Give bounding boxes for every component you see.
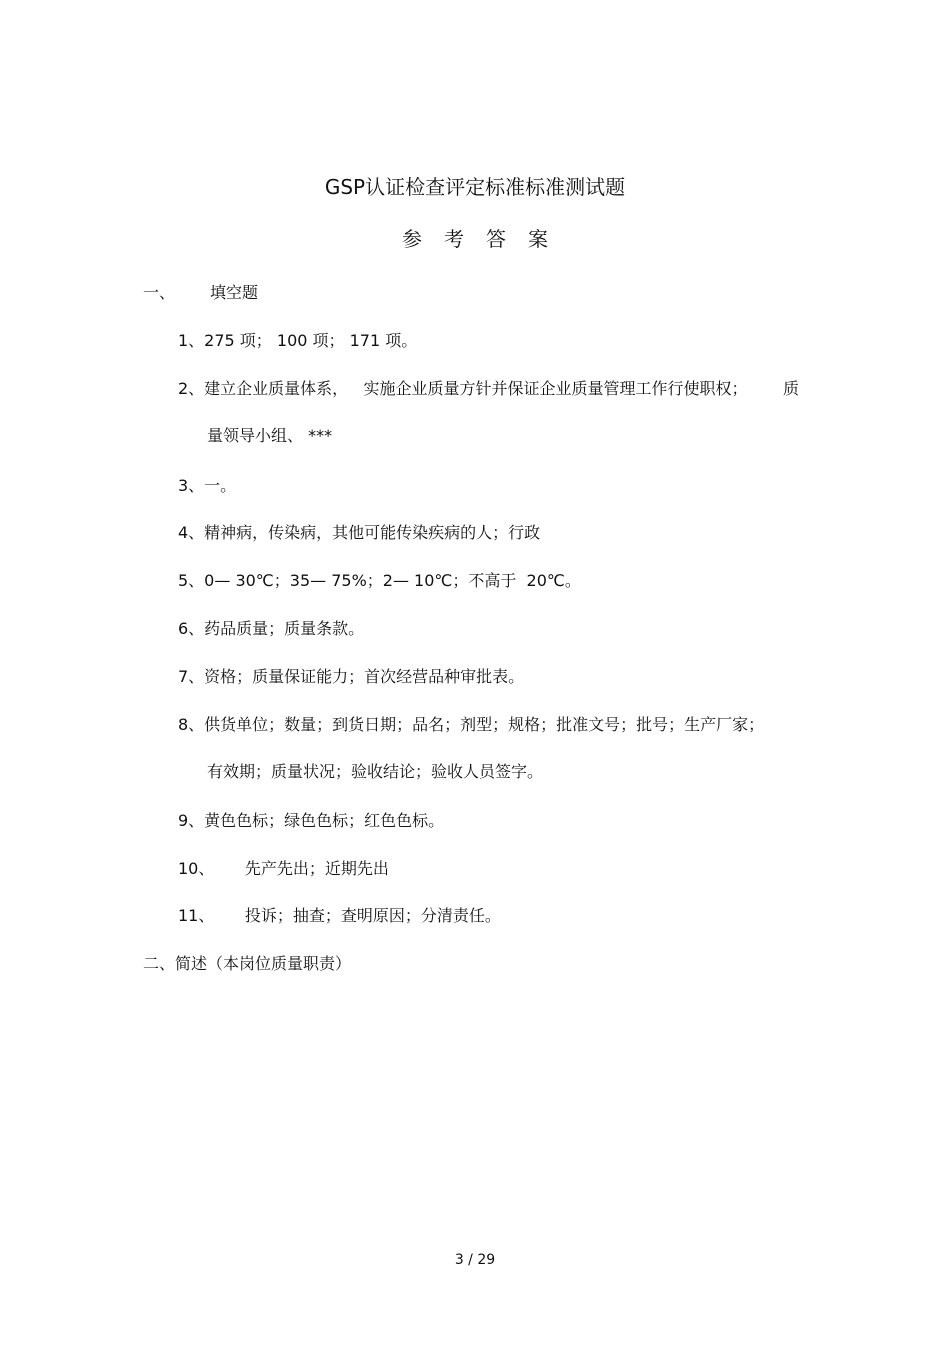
answer-8: 8、供货单位；数量；到货日期；品名；剂型；规格；批准文号；批号；生产厂家； (178, 715, 765, 734)
answer-5: 5、0— 30℃；35— 75%；2— 10℃；不高于 20℃。 (178, 571, 581, 590)
answer-2 (178, 378, 858, 400)
answer-1: 1、275 项； 100 项； 171 项。 (178, 331, 418, 350)
answer-2-continuation: 量领导小组、 *** (207, 426, 333, 445)
answer-4: 4、精神病，传染病，其他可能传染疾病的人；行政 (178, 523, 541, 542)
document-subtitle: 参考答案 (402, 227, 570, 251)
answer-3: 3、一。 (178, 476, 237, 495)
answer-10: 10、 先产先出；近期先出 (178, 859, 389, 878)
answer-7: 7、资格；质量保证能力；首次经营品种审批表。 (178, 667, 525, 686)
section-1-number: 一、 (143, 283, 176, 302)
answer-2-text: 2、建立企业质量体系， 实施企业质量方针并保证企业质量管理工作行使职权； 质 (178, 379, 800, 398)
answer-8-continuation: 有效期；质量状况；验收结论；验收人员签字。 (207, 762, 544, 781)
answer-9: 9、黄色色标；绿色色标；红色色标。 (178, 811, 445, 830)
section-1-heading: 填空题 (210, 283, 259, 302)
answer-6: 6、药品质量；质量条款。 (178, 619, 365, 638)
page-number: 3 / 29 (454, 1252, 496, 1268)
document-title: GSP认证检查评定标准标准测试题 (324, 175, 626, 199)
section-2-heading: 二、简述（本岗位质量职责） (143, 954, 352, 973)
answer-11: 11、 投诉；抽查；查明原因；分清责任。 (178, 906, 501, 925)
